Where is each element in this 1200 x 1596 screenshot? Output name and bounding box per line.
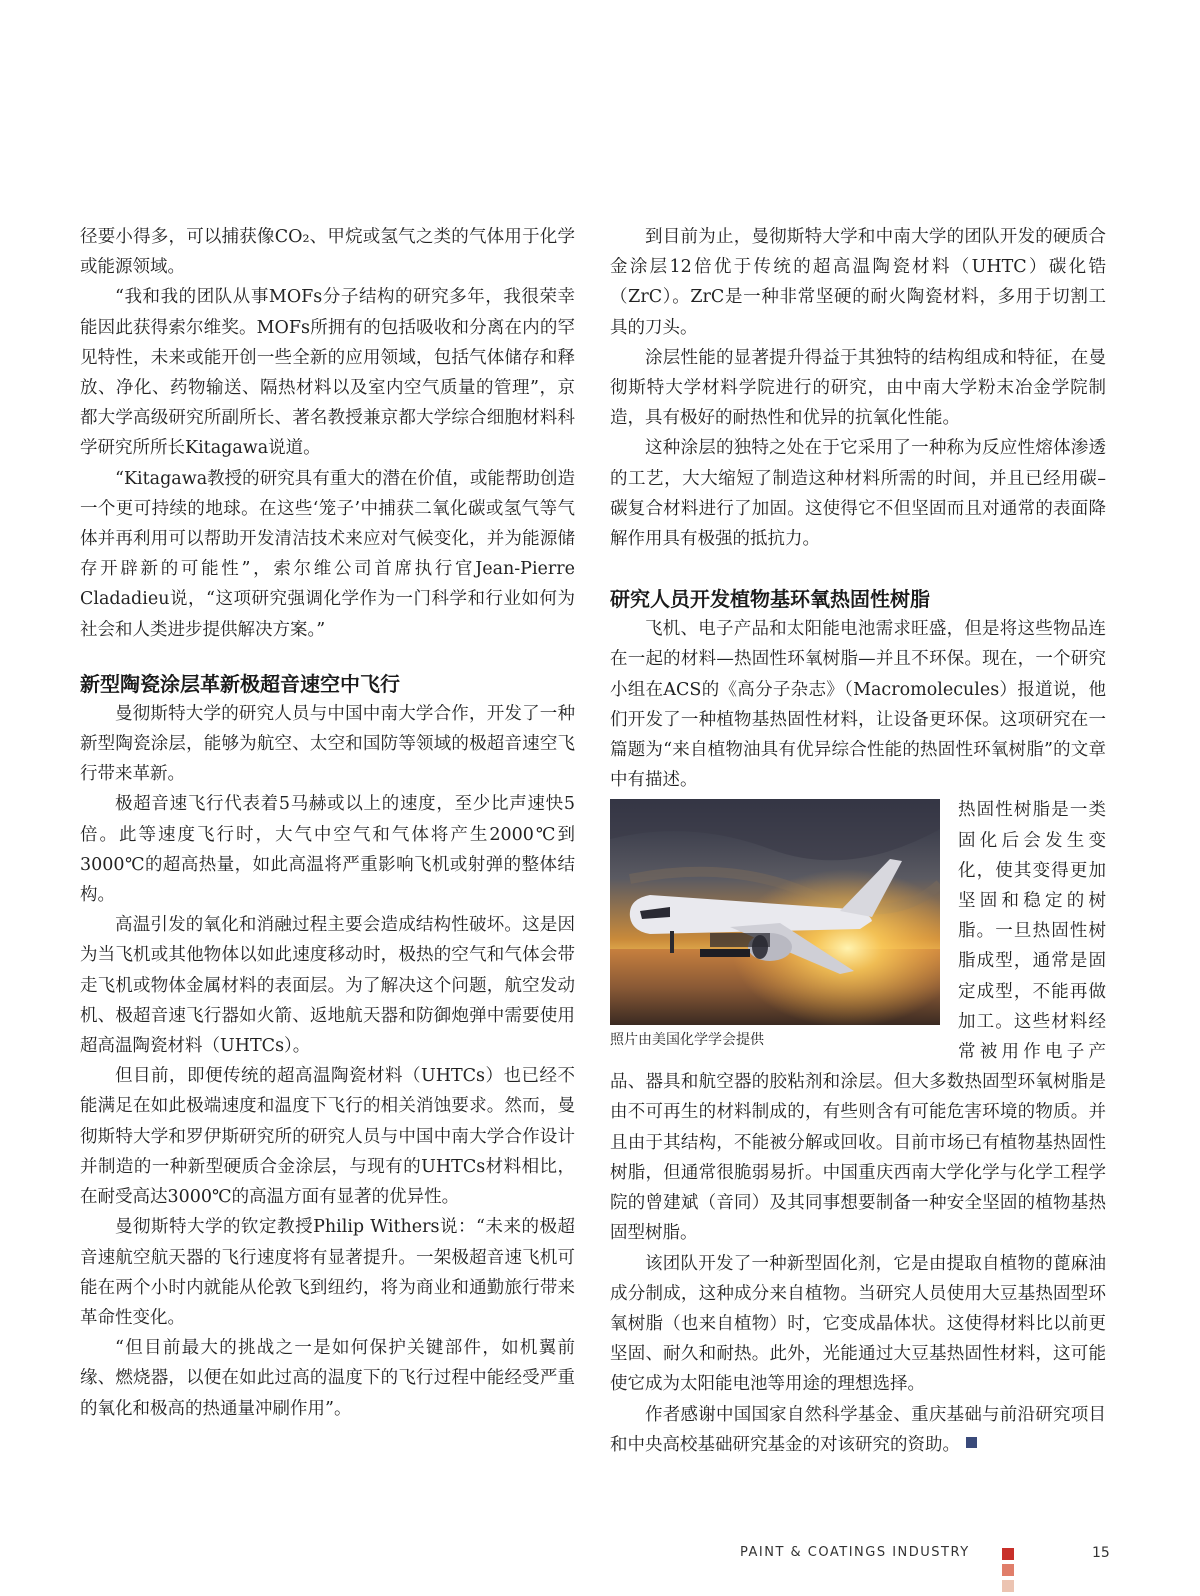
paragraph: 这种涂层的独特之处在于它采用了一种称为反应性熔体渗透的工艺，大大缩短了制造这种材料所需的时间，并且已经用碳–碳复合材料进行了加固。这使得它不但坚固而且对通常的表面降解作用具有极强的抵抗力。 (610, 438, 1106, 550)
paragraph: “我和我的团队从事MOFs分子结构的研究多年，我很荣幸能因此获得索尔维奖。MOFs所拥有的包括吸收和分离在内的罕见特性，未来或能开创一些全新的应用领域，包括气体储存和释放、净化、药物输送、隔热材料以及室内空气质量的管理”，京都大学高级研究所副所长、著名教授兼京都大学综合细胞材料科学研究所所长Kitagawa说道。 (80, 287, 575, 459)
paragraph: 曼彻斯特大学的钦定教授Philip Withers说：“未来的极超音速航空航天器的飞行速度将有显著提升。一架极超音速飞机可能在两个小时内就能从伦敦飞到纽约，将为商业和通勤旅行带来革命性变化。 (80, 1217, 575, 1328)
paragraph: 热固性树脂是一类固化后会发生变化，使其变得更加坚固和稳定的树脂。一旦热固性树脂成型，通常是固定成型，不能再做加工。这些材料经常被用作电子产品、器具和航空器的胶粘剂和涂层。但大多数热固型环氧树脂是由不可再生的材料制成的，有些则含有可能危害环境的物质。并且由于其结构，不能被分解或回收。目前市场已有植物基热固性树脂，但通常很脆弱易折。中国重庆西南大学化学与化学工程学院的曾建斌（音同）及其同事想要制备一种安全坚固的植物基热固型树脂。 (610, 800, 1106, 1244)
paragraph: 到目前为止，曼彻斯特大学和中南大学的团队开发的硬质合金涂层12倍优于传统的超高温陶瓷材料（UHTC）碳化锆（ZrC）。ZrC是一种非常坚硬的耐火陶瓷材料，多用于切割工具的刀头。 (610, 227, 1106, 338)
paragraph: 曼彻斯特大学的研究人员与中国中南大学合作，开发了一种新型陶瓷涂层，能够为航空、太空和国防等领域的极超音速空飞行带来革新。 (80, 703, 575, 785)
paragraph: 涂层性能的显著提升得益于其独特的结构组成和特征，在曼彻斯特大学材料学院进行的研究，由中南大学粉末冶金学院制造，具有极好的耐热性和优异的抗氧化性能。 (610, 347, 1106, 429)
publication-name: PAINT & COATINGS INDUSTRY (740, 1545, 970, 1560)
photo-caption: 照片由美国化学学会提供 (610, 1032, 764, 1049)
salmon-square-icon (1002, 1564, 1014, 1576)
page-number: 15 (1092, 1545, 1110, 1561)
red-square-icon (1002, 1548, 1014, 1560)
section-heading: 新型陶瓷涂层革新极超音速空中飞行 (80, 671, 400, 696)
end-of-article-icon (966, 1437, 977, 1448)
paragraph: “但目前最大的挑战之一是如何保护关键部件，如机翼前缘、燃烧器，以便在如此过高的温度下的飞行过程中能经受严重的氧化和极高的热通量冲刷作用”。 (80, 1338, 575, 1419)
airplane-sunset-photo (610, 799, 940, 1025)
paragraph: “Kitagawa教授的研究具有重大的潜在价值，或能帮助创造一个更可持续的地球。在这些‘笼子’中捕获二氧化碳或氢气等气体并再利用可以帮助开发清洁技术来应对气候变化，并为能源储存开辟新的可能性”，索尔维公司首席执行官Jean-Pierre Cladadieu说，“这项研究强调化学作为一门科学和行业如何为社会和人类进步提供解决方案。” (80, 468, 575, 640)
peach-square-icon (1002, 1580, 1014, 1592)
paragraph: 飞机、电子产品和太阳能电池需求旺盛，但是将这些物品连在一起的材料—热固性环氧树脂—并且不环保。现在，一个研究小组在ACS的《高分子杂志》（Macromolecules）报道说，他们开发了一种植物基热固性材料，让设备更环保。这项研究在一篇题为“来自植物油具有优异综合性能的热固性环氧树脂”的文章中有描述。 (610, 619, 1106, 791)
paragraph (610, 1400, 1106, 1460)
paragraph: 但目前，即便传统的超高温陶瓷材料（UHTCs）也已经不能满足在如此极端速度和温度下飞行的相关消蚀要求。然而，曼彻斯特大学和罗伊斯研究所的研究人员与中国中南大学合作设计并制造的一种新型硬质合金涂层，与现有的UHTCs材料相比，在耐受高达3000℃的高温方面有显著的优异性。 (80, 1066, 575, 1208)
left-column (80, 222, 575, 1424)
paragraph: 极超音速飞行代表着5马赫或以上的速度，至少比声速快5倍。此等速度飞行时，大气中空气和气体将产生2000℃到3000℃的超高热量，如此高温将严重影响飞机或射弹的整体结构。 (80, 794, 575, 906)
paragraph: 径要小得多，可以捕获像CO₂、甲烷或氢气之类的气体用于化学或能源领域。 (80, 227, 575, 278)
paragraph: 高温引发的氧化和消融过程主要会造成结构性破坏。这是因为当飞机或其他物体以如此速度移动时，极热的空气和气体会带走飞机或物体金属材料的表面层。为了解决这个问题，航空发动机、极超音速飞行器如火箭、返地航天器和防御炮弹中需要使用超高温陶瓷材料（UHTCs）。 (80, 915, 575, 1057)
paragraph: 该团队开发了一种新型固化剂，它是由提取自植物的蓖麻油成分制成，这种成分来自植物。当研究人员使用大豆基热固型环氧树脂（也来自植物）时，它变成晶体状。这使得材料比以前更坚固、耐久和耐热。此外，光能通过大豆基热固性材料，这可能使它成为太阳能电池等用途的理想选择。 (610, 1253, 1106, 1395)
right-column (610, 222, 1106, 1460)
decorative-squares (1002, 1548, 1020, 1596)
figure (610, 799, 940, 1051)
section-heading: 研究人员开发植物基环氧热固性树脂 (610, 587, 930, 612)
paragraph-text: 作者感谢中国国家自然科学基金、重庆基础与前沿研究项目和中央高校基础研究基金的对该研究的资助。 (610, 1404, 1106, 1455)
